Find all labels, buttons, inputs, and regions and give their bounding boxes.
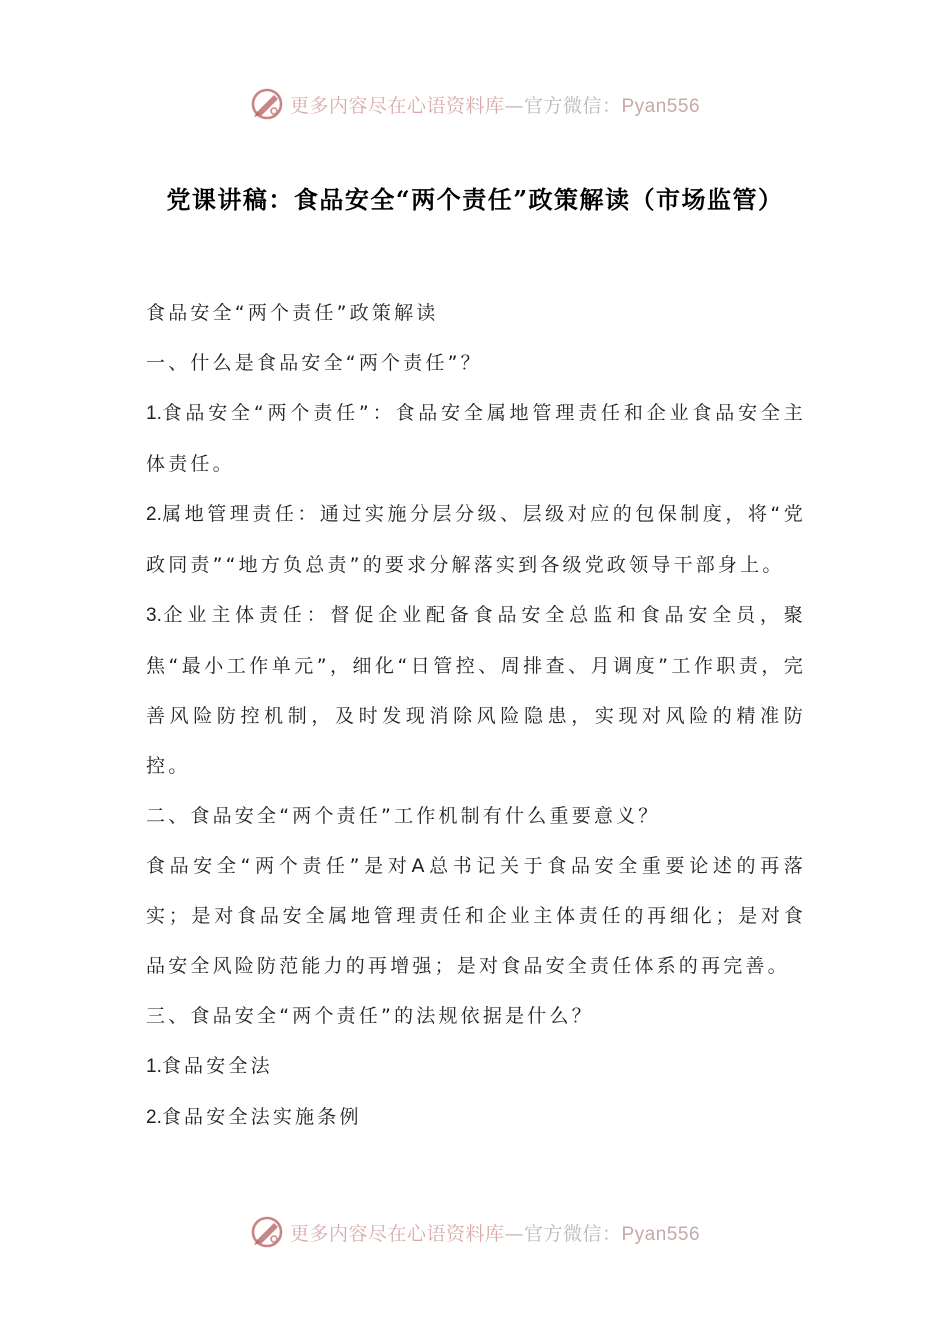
paragraph (146, 841, 806, 991)
paragraph-text: 企业主体责任：督促企业配备食品安全总监和食品安全员，聚焦“最小工作单元”，细化“日管控、周排查、月调度”工作职责，完善风险防控机制，及时发现消除风险隐患，实现对风险的精准防控。 (146, 604, 806, 777)
document-title: 党课讲稿：食品安全“两个责任”政策解读（市场监管） (166, 185, 784, 214)
list-number: 2. (146, 504, 162, 525)
list-number: 2. (146, 1107, 162, 1128)
paragraph-text: 食品安全“两个责任”是对A总书记关于食品安全重要论述的再落实；是对食品安全属地管理责任和企业主体责任的再细化；是对食品安全风险防范能力的再增强；是对食品安全责任体系的再完善。 (146, 855, 806, 977)
list-item (146, 489, 806, 590)
paragraph-text: 食品安全法实施条例 (161, 1106, 362, 1128)
list-number: 1. (146, 403, 162, 424)
paragraph (146, 288, 806, 338)
paragraph-text: 食品安全法 (161, 1055, 273, 1077)
banner-label: 官方微信： (523, 1222, 622, 1245)
banner-text (290, 91, 700, 118)
document-body (146, 288, 806, 1143)
paragraph-text: 三、食品安全“两个责任”的法规依据是什么？ (146, 1005, 594, 1027)
paragraph-text: 食品安全“两个责任”政策解读 (146, 302, 439, 324)
list-item (146, 1041, 806, 1092)
section-heading (146, 791, 806, 841)
banner-account: Pyan556 (621, 1223, 701, 1245)
pen-nib-circle-icon (250, 1215, 284, 1249)
banner-dash: — (504, 94, 524, 117)
paragraph-text: 属地管理责任：通过实施分层分级、层级对应的包保制度，将“党政同责”“地方负总责”的要求分解落实到各级党政领导干部身上。 (146, 503, 806, 576)
list-number: 3. (146, 605, 162, 626)
list-number: 1. (146, 1056, 162, 1077)
banner-account: Pyan556 (621, 95, 701, 117)
banner-dash: — (504, 1222, 524, 1245)
banner-main-text: 更多内容尽在心语资料库 (289, 1222, 505, 1245)
header-watermark-banner (0, 84, 950, 124)
paragraph-text: 一、什么是食品安全“两个责任”？ (146, 352, 483, 374)
pen-nib-circle-icon (250, 87, 284, 121)
list-item (146, 1092, 806, 1143)
banner-main-text: 更多内容尽在心语资料库 (289, 94, 505, 117)
list-item (146, 590, 806, 791)
list-item (146, 388, 806, 489)
banner-text (290, 1219, 700, 1246)
footer-watermark-banner (0, 1212, 950, 1252)
paragraph-text: 食品安全“两个责任”：食品安全属地管理责任和企业食品安全主体责任。 (146, 402, 806, 475)
banner-label: 官方微信： (523, 94, 622, 117)
paragraph-text: 二、食品安全“两个责任”工作机制有什么重要意义？ (146, 805, 661, 827)
section-heading (146, 991, 806, 1041)
section-heading (146, 338, 806, 388)
